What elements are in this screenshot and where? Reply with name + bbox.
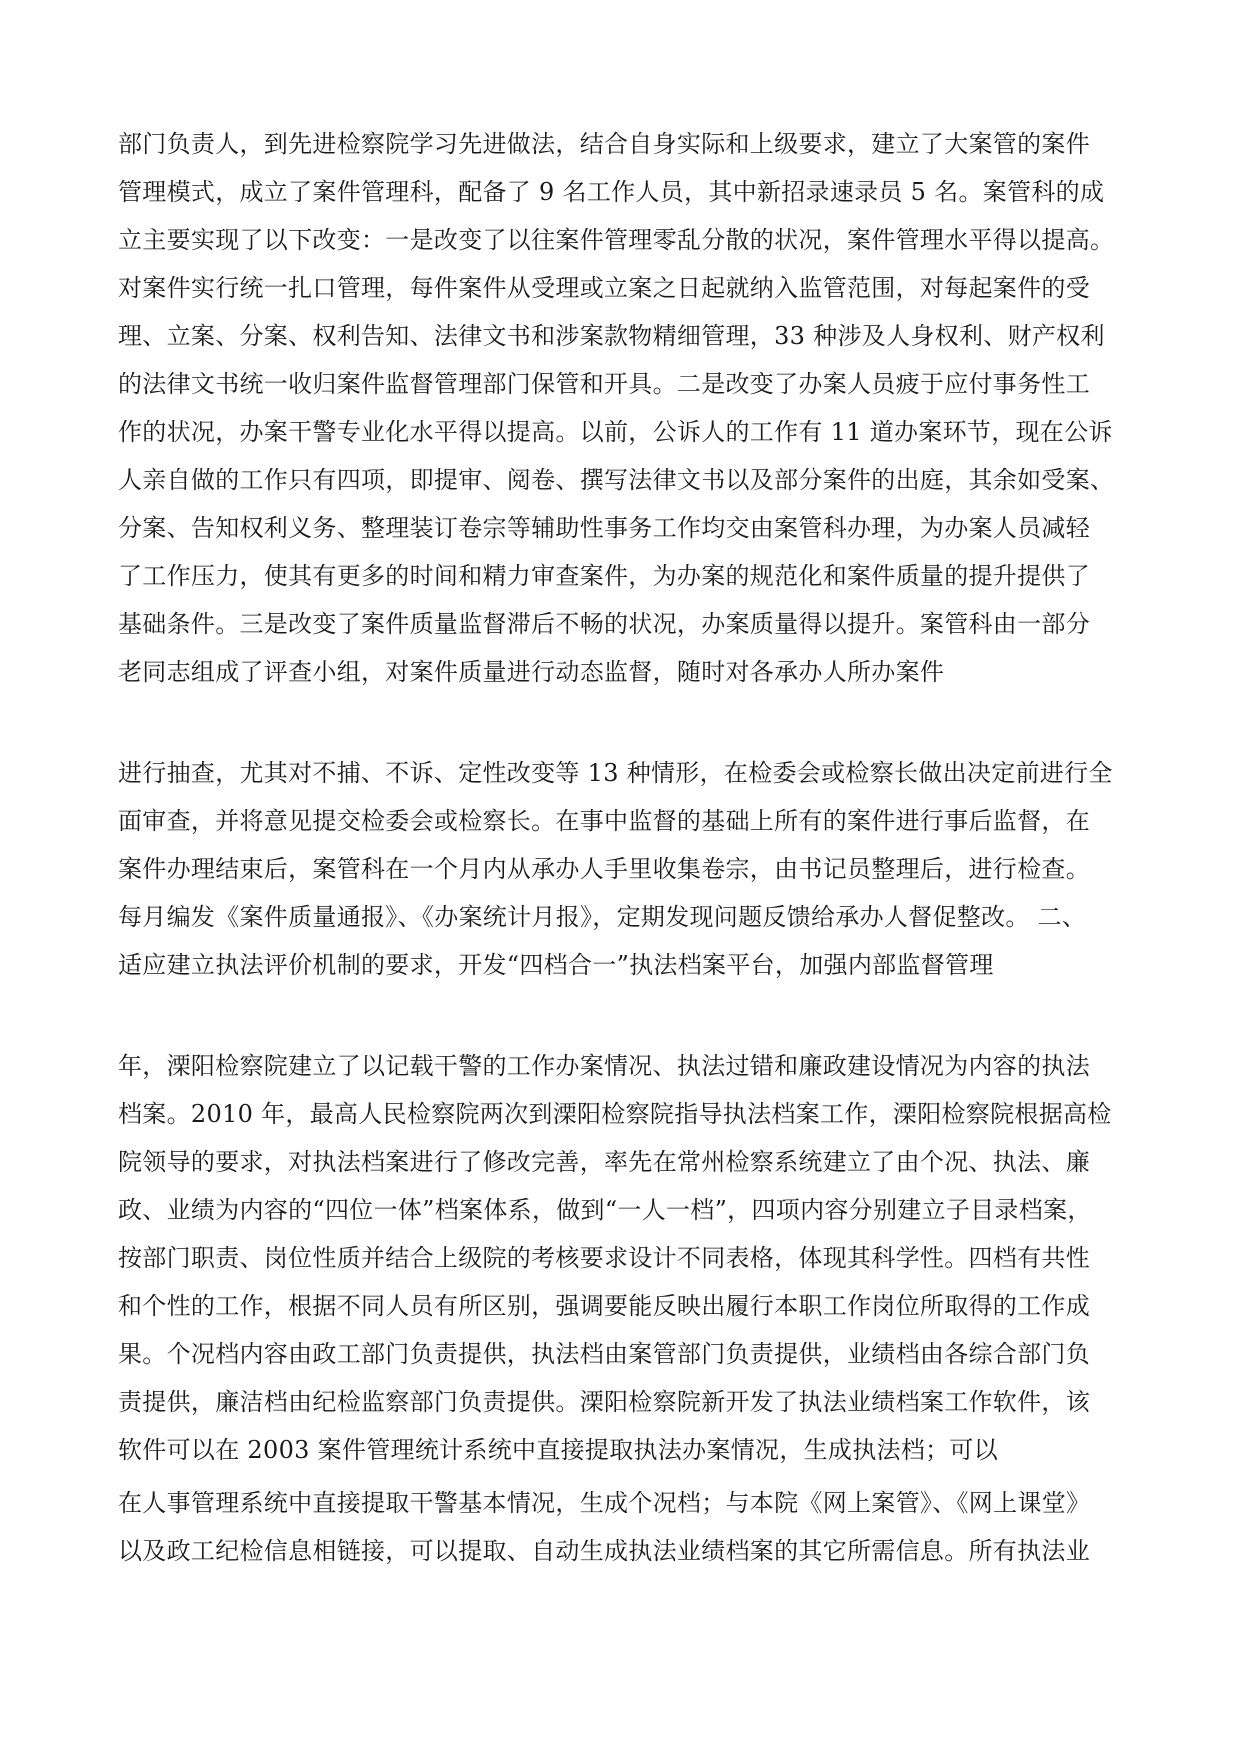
text-line: 每月编发《案件质量通报》、《办案统计月报》，定期发现问题反馈给承办人督促整改。 二、 [118, 903, 1087, 931]
text-line: 适应建立执法评价机制的要求，开发“四档合一”执法档案平台，加强内部监督管理 [118, 951, 994, 979]
text-line: 管理模式，成立了案件管理科，配备了 9 名工作人员，其中新招录速录员 5 名。案管科的成 [118, 178, 1105, 206]
text-line: 以及政工纪检信息相链接，可以提取、自动生成执法业绩档案的其它所需信息。所有执法业 [118, 1537, 1090, 1565]
text-line: 对案件实行统一扎口管理，每件案件从受理或立案之日起就纳入监管范围，对每起案件的受 [118, 274, 1090, 302]
text-line: 面审查，并将意见提交检委会或检察长。在事中监督的基础上所有的案件进行事后监督，在 [118, 807, 1090, 835]
text-line: 了工作压力，使其有更多的时间和精力审查案件，为办案的规范化和案件质量的提升提供了 [118, 562, 1090, 590]
paragraph-1 [118, 120, 1128, 696]
text-line: 档案。2010 年，最高人民检察院两次到溧阳检察院指导执法档案工作，溧阳检察院根据高检 [118, 1100, 1112, 1128]
text-line: 在人事管理系统中直接提取干警基本情况，生成个况档；与本院《网上案管》、《网上课堂》 [118, 1489, 1091, 1517]
text-line: 分案、告知权利义务、整理装订卷宗等辅助性事务工作均交由案管科办理，为办案人员减轻 [118, 514, 1090, 542]
text-line: 软件可以在 2003 案件管理统计系统中直接提取执法办案情况，生成执法档；可以 [118, 1436, 999, 1464]
text-line: 作的状况，办案干警专业化水平得以提高。以前，公诉人的工作有 11 道办案环节，现在公诉 [118, 418, 1113, 446]
text-line: 基础条件。三是改变了案件质量监督滞后不畅的状况，办案质量得以提升。案管科由一部分 [118, 610, 1090, 638]
text-line: 政、业绩为内容的“四位一体”档案体系，做到“一人一档”，四项内容分别建立子目录档案， [118, 1196, 1092, 1224]
text-line: 老同志组成了评查小组，对案件质量进行动态监督，随时对各承办人所办案件 [118, 658, 945, 686]
paragraph-4 [118, 1479, 1128, 1575]
text-line: 人亲自做的工作只有四项，即提审、阅卷、撰写法律文书以及部分案件的出庭，其余如受案、 [118, 466, 1115, 494]
text-line: 案件办理结束后，案管科在一个月内从承办人手里收集卷宗，由书记员整理后，进行检查。 [118, 855, 1090, 883]
paragraph-3 [118, 1042, 1128, 1474]
text-line: 责提供，廉洁档由纪检监察部门负责提供。溧阳检察院新开发了执法业绩档案工作软件，该 [118, 1388, 1090, 1416]
text-line: 年，溧阳检察院建立了以记载干警的工作办案情况、执法过错和廉政建设情况为内容的执法 [118, 1052, 1090, 1080]
text-line: 按部门职责、岗位性质并结合上级院的考核要求设计不同表格，体现其科学性。四档有共性 [118, 1244, 1090, 1272]
text-line: 进行抽查，尤其对不捕、不诉、定性改变等 13 种情形，在检委会或检察长做出决定前进行全 [118, 759, 1113, 787]
text-line: 和个性的工作，根据不同人员有所区别，强调要能反映出履行本职工作岗位所取得的工作成 [118, 1292, 1090, 1320]
text-line: 果。个况档内容由政工部门负责提供，执法档由案管部门负责提供，业绩档由各综合部门负 [118, 1340, 1090, 1368]
text-line: 的法律文书统一收归案件监督管理部门保管和开具。二是改变了办案人员疲于应付事务性工 [118, 370, 1090, 398]
text-line: 理、立案、分案、权利告知、法律文书和涉案款物精细管理，33 种涉及人身权利、财产权利 [118, 322, 1105, 350]
paragraph-2 [118, 749, 1128, 989]
text-line: 院领导的要求，对执法档案进行了修改完善，率先在常州检察系统建立了由个况、执法、廉 [118, 1148, 1090, 1176]
text-line: 立主要实现了以下改变：一是改变了以往案件管理零乱分散的状况，案件管理水平得以提高。 [118, 226, 1115, 254]
text-line: 部门负责人，到先进检察院学习先进做法，结合自身实际和上级要求，建立了大案管的案件 [118, 130, 1090, 158]
